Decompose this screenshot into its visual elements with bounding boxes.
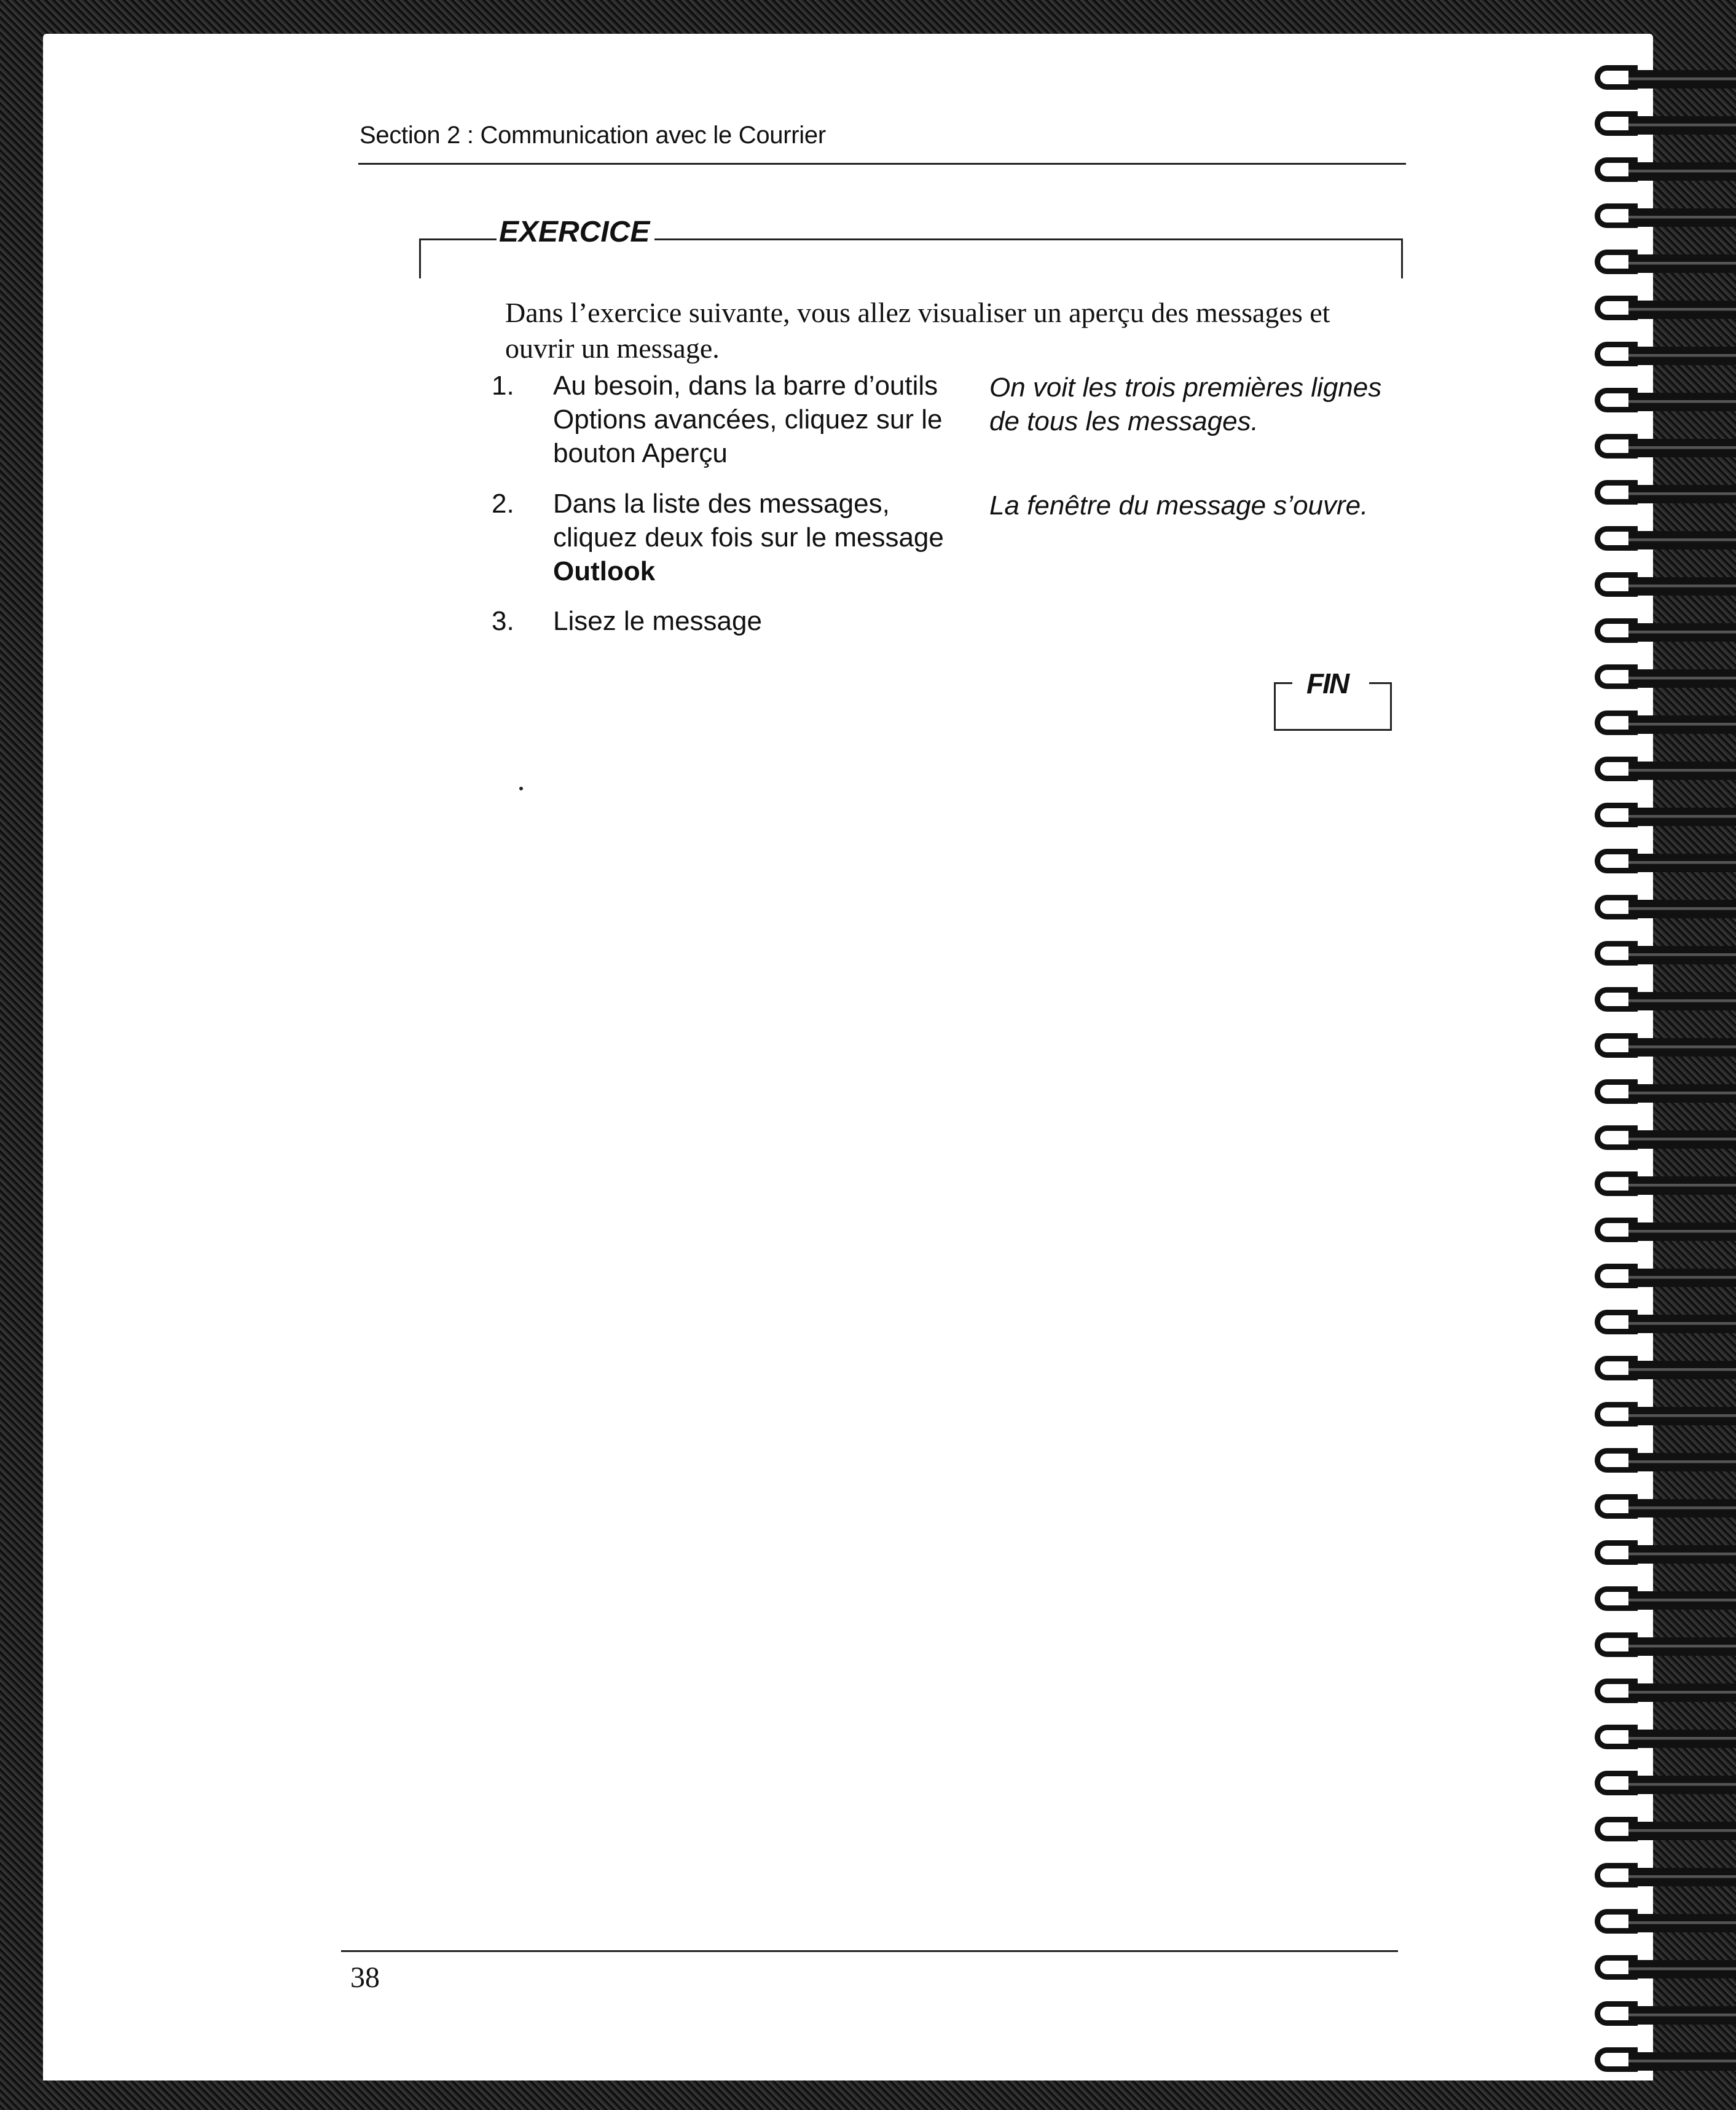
binding-coil <box>1595 430 1736 465</box>
exercise-intro: Dans l’exercice suivante, vous allez visualiser un aperçu des messages et ouvrir un message. <box>505 297 1330 364</box>
binding-coil <box>1595 1122 1736 1156</box>
fin-box-corner <box>1274 682 1292 684</box>
spiral-binding <box>1585 37 1736 2084</box>
step-2-note: La fenêtre du message s’ouvre. <box>989 490 1369 521</box>
binding-coil <box>1595 1859 1736 1894</box>
binding-coil <box>1595 246 1736 280</box>
fin-box-corner <box>1369 682 1390 684</box>
step-text: Lisez le message <box>553 606 762 636</box>
page-number: 38 <box>350 1961 380 1994</box>
binding-coil <box>1595 1721 1736 1755</box>
step-text-bold: Outlook <box>553 556 656 586</box>
binding-coil <box>1595 338 1736 372</box>
binding-coil <box>1595 108 1736 142</box>
step-text <box>553 487 946 588</box>
step-1-note: On voit les trois premières lignes de tous les messages. <box>989 372 1382 436</box>
binding-coil <box>1595 1352 1736 1387</box>
binding-coil <box>1595 1813 1736 1848</box>
binding-coil <box>1595 1168 1736 1202</box>
fin-label: FIN <box>1306 667 1349 699</box>
binding-coil <box>1595 522 1736 557</box>
binding-coil <box>1595 154 1736 188</box>
binding-coil <box>1595 1306 1736 1340</box>
binding-coil <box>1595 200 1736 234</box>
binding-coil <box>1595 61 1736 96</box>
binding-coil <box>1595 476 1736 511</box>
binding-coil <box>1595 1398 1736 1433</box>
exercise-frame-dash <box>449 238 498 240</box>
binding-coil <box>1595 1675 1736 1709</box>
binding-coil <box>1595 569 1736 603</box>
binding-coil <box>1595 1076 1736 1110</box>
binding-coil <box>1595 1444 1736 1479</box>
binding-coil <box>1595 891 1736 926</box>
binding-coil <box>1595 937 1736 972</box>
binding-coil <box>1595 615 1736 649</box>
step-number: 3. <box>492 606 514 636</box>
binding-coil <box>1595 1998 1736 2032</box>
header-rule <box>358 163 1406 165</box>
step-number: 2. <box>492 489 514 519</box>
binding-coil <box>1595 1629 1736 1663</box>
binding-coil <box>1595 707 1736 741</box>
binding-coil <box>1595 1214 1736 1248</box>
step-text: Au besoin, dans la barre d’outils Options avancées, cliquez sur le bouton Aperçu <box>553 371 943 468</box>
section-header: Section 2 : Communication avec le Courrier <box>359 122 826 149</box>
step-text-plain: Dans la liste des messages, cliquez deux fois sur le message <box>553 489 944 553</box>
binding-coil <box>1595 2044 1736 2078</box>
binding-coil <box>1595 1260 1736 1294</box>
step-number: 1. <box>492 371 514 401</box>
binding-coil <box>1595 1905 1736 1940</box>
footer-rule <box>341 1950 1398 1952</box>
binding-coil <box>1595 384 1736 419</box>
exercise-title: EXERCICE <box>497 215 654 249</box>
binding-coil <box>1595 292 1736 326</box>
scan-speck <box>519 787 523 790</box>
binding-coil <box>1595 753 1736 787</box>
binding-coil <box>1595 845 1736 880</box>
binding-coil <box>1595 1951 1736 1986</box>
binding-coil <box>1595 661 1736 695</box>
binding-coil <box>1595 1029 1736 1064</box>
binding-coil <box>1595 983 1736 1018</box>
binding-coil <box>1595 1490 1736 1525</box>
binding-coil <box>1595 1767 1736 1801</box>
binding-coil <box>1595 1583 1736 1617</box>
binding-coil <box>1595 799 1736 833</box>
binding-coil <box>1595 1537 1736 1571</box>
